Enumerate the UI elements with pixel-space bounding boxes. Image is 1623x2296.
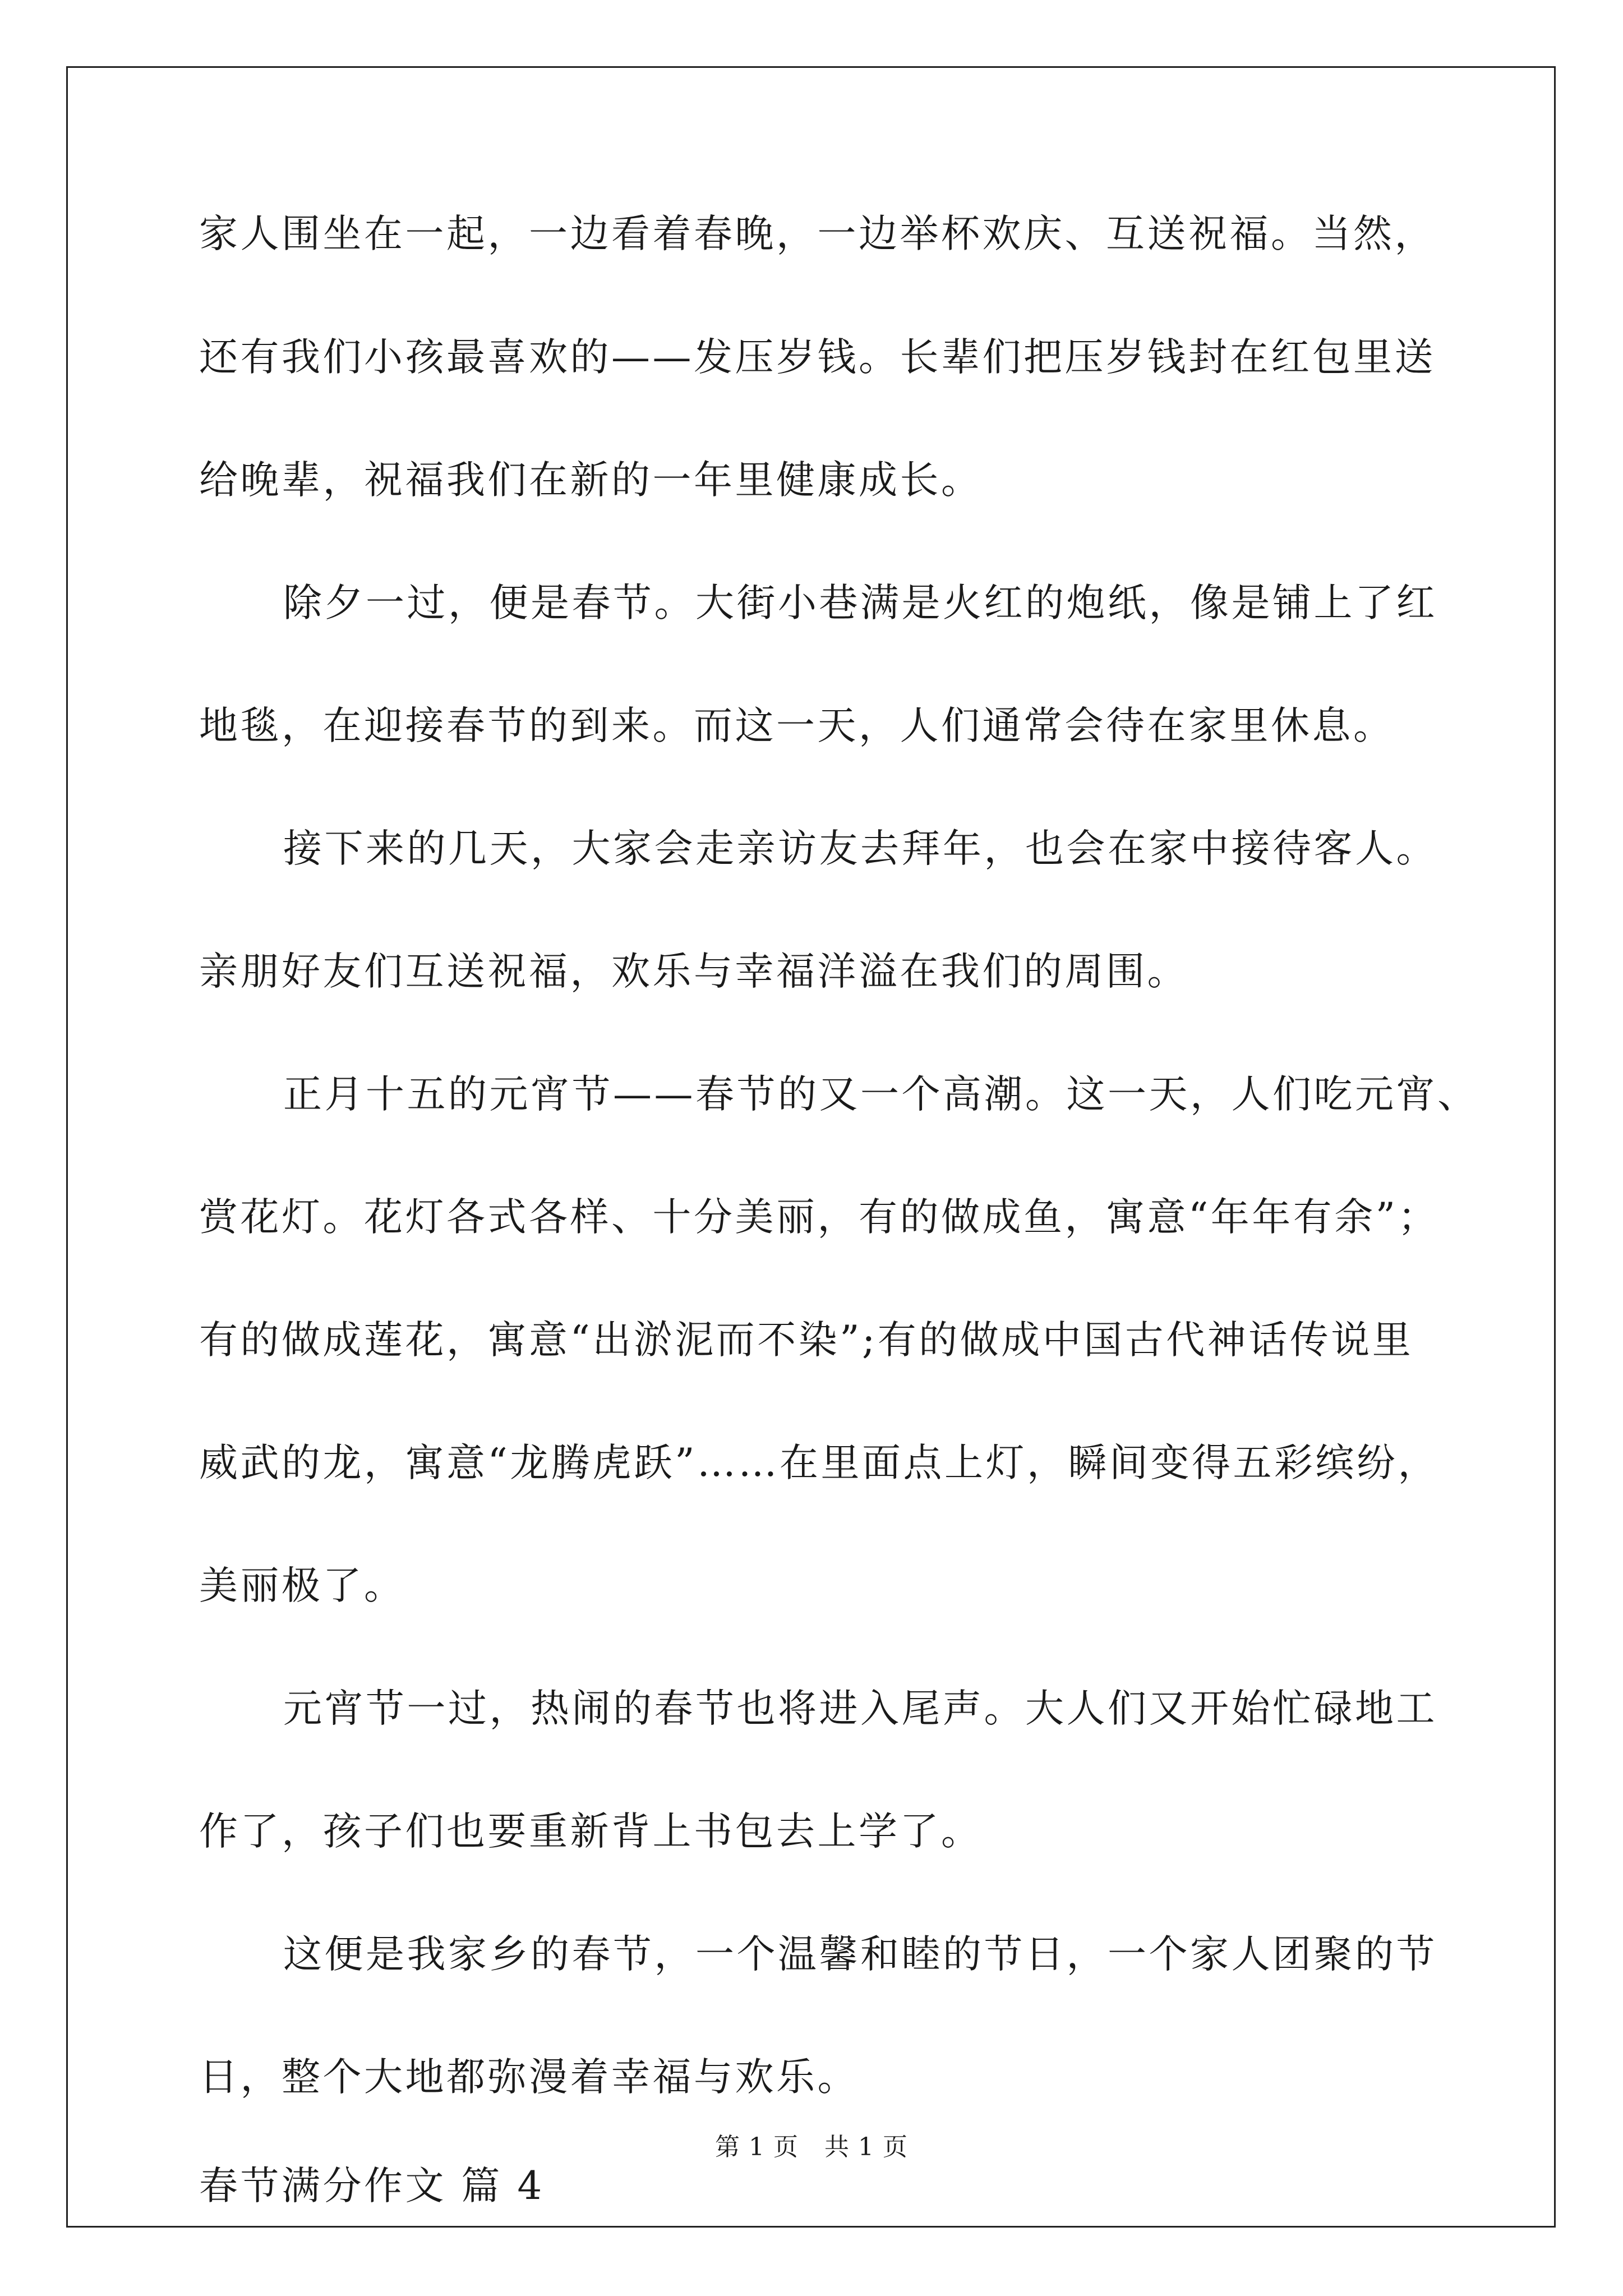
paragraph-start-line: 这便是我家乡的春节，一个温馨和睦的节日，一个家人团聚的节: [283, 1932, 1437, 1977]
page-total: 共 1 页: [824, 2133, 908, 2161]
text-line: 还有我们小孩最喜欢的——发压岁钱。长辈们把压岁钱封在红包里送: [199, 335, 1436, 380]
text-line: 美丽极了。: [199, 1563, 405, 1608]
section-heading: 春节满分作文 篇 4: [199, 2164, 545, 2208]
text-line: 有的做成莲花，寓意“出淤泥而不染”;有的做成中国古代神话传说里: [199, 1318, 1414, 1363]
text-line: 给晚辈，祝福我们在新的一年里健康成长。: [199, 458, 983, 503]
page-footer: [0, 2131, 1623, 2164]
paragraph-start-line: 接下来的几天，大家会走亲访友去拜年，也会在家中接待客人。: [283, 826, 1437, 871]
text-line: 赏花灯。花灯各式各样、十分美丽，有的做成鱼，寓意“年年有余”；: [199, 1195, 1440, 1240]
text-line: 地毯，在迎接春节的到来。而这一天，人们通常会待在家里休息。: [199, 703, 1395, 748]
paragraph-start-line: 正月十五的元宵节——春节的又一个高潮。这一天，人们吃元宵、: [283, 1072, 1479, 1117]
text-line: 日，整个大地都弥漫着幸福与欢乐。: [199, 2055, 859, 2100]
text-line: 家人围坐在一起，一边看着春晚，一边举杯欢庆、互送祝福。当然，: [199, 211, 1436, 256]
text-line: 作了，孩子们也要重新背上书包去上学了。: [199, 1809, 983, 1854]
paragraph-start-line: 元宵节一过，热闹的春节也将进入尾声。大人们又开始忙碌地工: [283, 1686, 1437, 1731]
text-line: 威武的龙，寓意“龙腾虎跃”……在里面点上灯，瞬间变得五彩缤纷，: [199, 1441, 1440, 1485]
page-border: [66, 66, 1556, 2228]
paragraph-start-line: 除夕一过，便是春节。大街小巷满是火红的炮纸，像是铺上了红: [283, 581, 1437, 625]
text-line: 亲朋好友们互送祝福，欢乐与幸福洋溢在我们的周围。: [199, 949, 1188, 994]
page-number: 第 1 页: [715, 2133, 799, 2161]
